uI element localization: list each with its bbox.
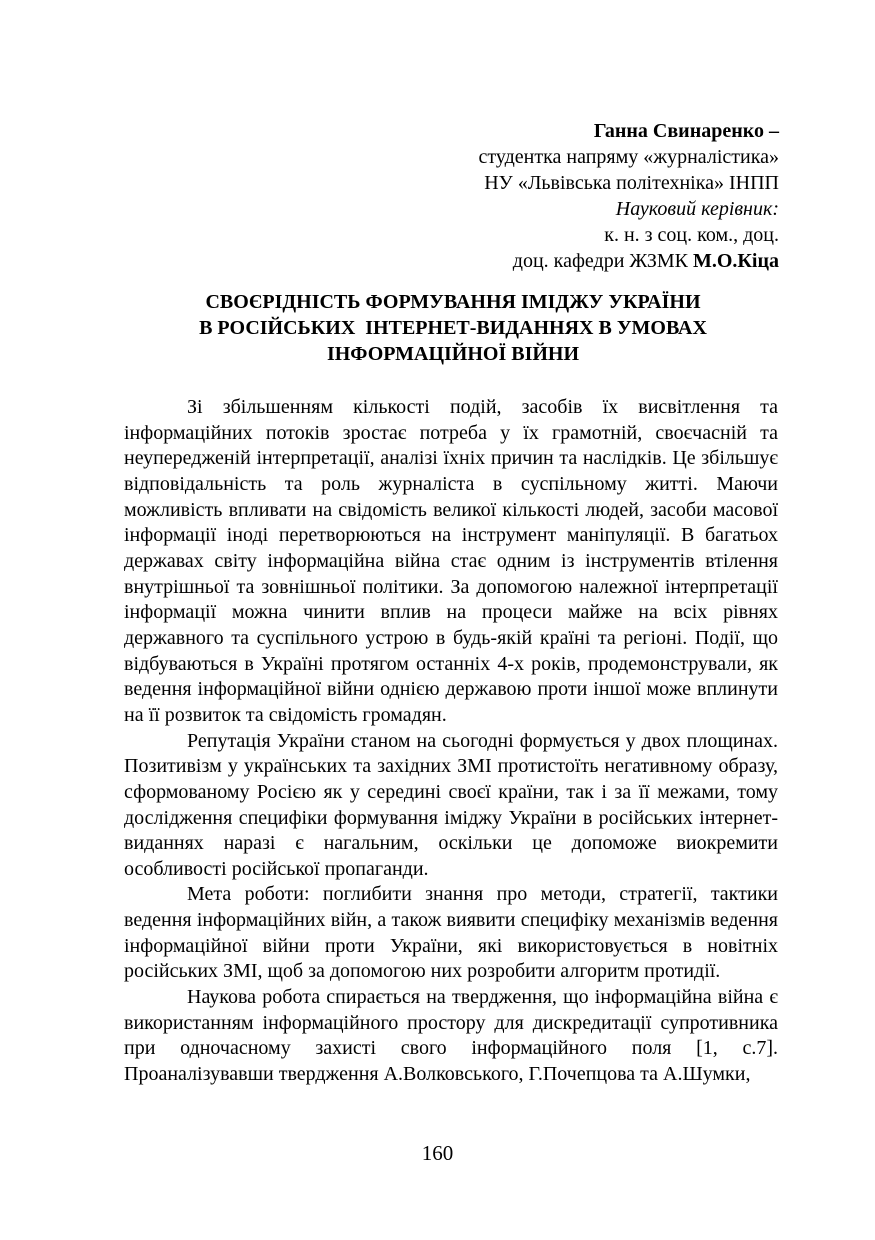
author-block <box>259 118 779 274</box>
paragraph-4: Наукова робота спирається на твердження, що інформаційна війна є використанням інформаційного простору для дискредитації супротивника при одночасному захисті свого інформаційного поля [1, с.7]. Проаналізувавши твердження А.Волковського, Г.Почепцова та А.Шумки, <box>124 986 778 1086</box>
supervisor-position: доц. кафедри ЖЗМК <box>512 250 688 272</box>
title-line-1: СВОЄРІДНІСТЬ ФОРМУВАННЯ ІМІДЖУ УКРАЇНИ <box>205 291 701 313</box>
paragraph-3: Мета роботи: поглибити знання про методи, стратегії, тактики ведення інформаційних війн, а також виявити специфіку механізмів ведення інформаційної війни проти України, які використовується в новітніх російських ЗМІ, щоб за допомогою них розробити алгоритм протидії. <box>124 883 778 983</box>
supervisor-label: Науковий керівник: <box>615 198 779 220</box>
author-affiliation-line2: НУ «Львівська політехніка» ІНПП <box>484 172 779 194</box>
title-line-3: ІНФОРМАЦІЙНОЇ ВІЙНИ <box>326 343 580 365</box>
article-body <box>124 395 778 1088</box>
page-number: 160 <box>421 1141 454 1165</box>
title-line-2: В РОСІЙСЬКИХ ІНТЕРНЕТ-ВИДАННЯХ В УМОВАХ <box>199 317 707 339</box>
supervisor-line <box>259 248 779 274</box>
supervisor-name: М.О.Кіца <box>692 250 779 272</box>
article-title <box>148 289 758 367</box>
supervisor-degree: к. н. з соц. ком., доц. <box>604 224 779 246</box>
paragraph-2: Репутація України станом на сьогодні формується у двох площинах. Позитивізм у українських та західних ЗМІ протистоїть негативному образу, сформованому Росією як у середині своєї країни, так і за її межами, тому дослідження специфіки формування іміджу України в російських інтернет-виданнях наразі є нагальним, оскільки це допоможе виокремити особливості російської пропаганди. <box>124 729 778 880</box>
author-name: Ганна Свинаренко – <box>593 120 779 142</box>
paragraph-1: Зі збільшенням кількості подій, засобів їх висвітлення та інформаційних потоків зростає потреба у їх грамотній, своєчасній та неупередженій інтерпретації, аналізі їхніх причин та наслідків. Це збільшує відповідальність та роль журналіста в суспільному житті. Маючи можливість впливати на свідомість великої кількості людей, засоби масової інформації іноді перетворюються на інструмент маніпуляції. В багатьох державах світу інформаційна війна стає одним із інструментів втілення внутрішньої та зовнішньої політики. За допомогою належної інтерпретації інформації можна чинити вплив на процеси майже на всіх рівнях державного та суспільного устрою в будь-якій країні та регіоні. Події, що відбуваються в Україні протягом останніх 4-х років, продемонстрували, як ведення інформаційної війни однією державою проти іншої може вплинути на її розвиток та свідомість громадян. <box>124 396 778 726</box>
author-affiliation-line1: студентка напряму «журналістика» <box>478 146 779 168</box>
